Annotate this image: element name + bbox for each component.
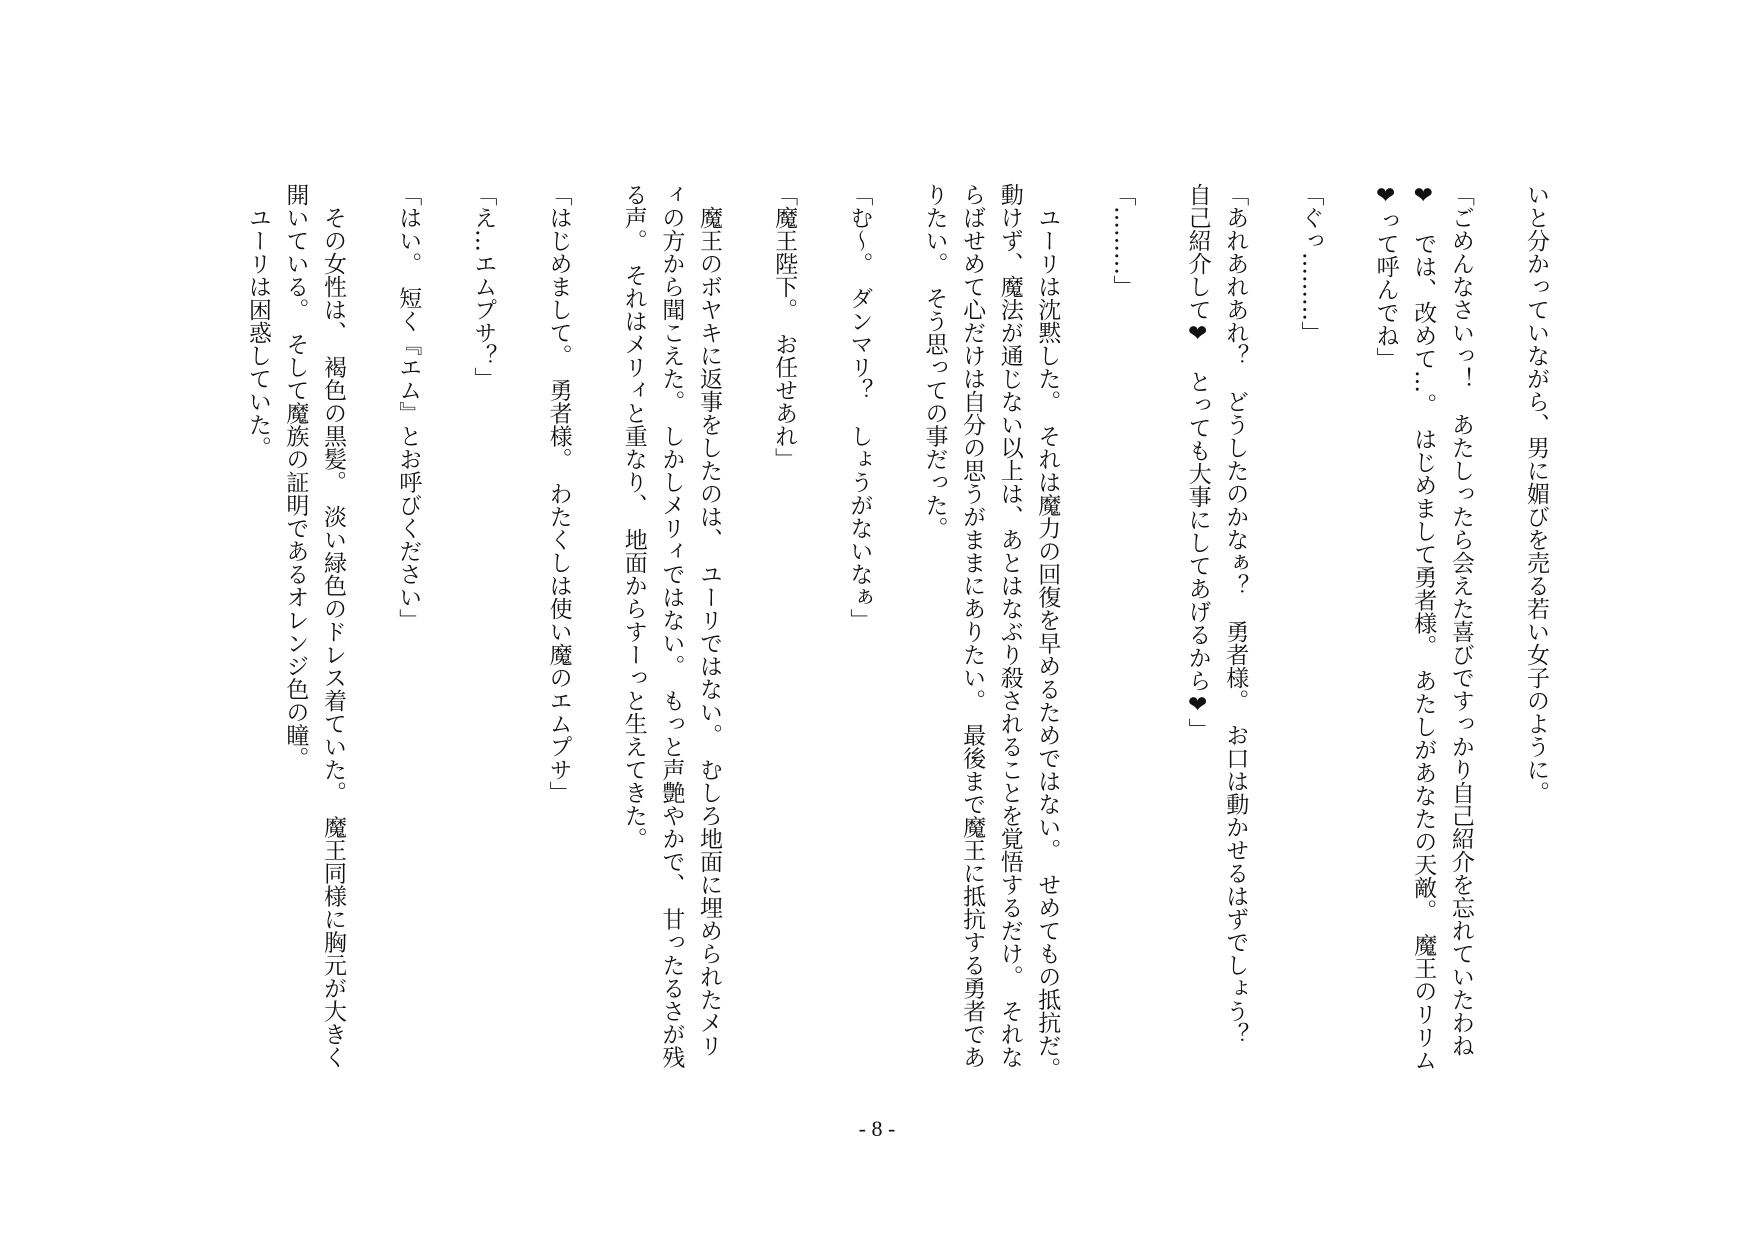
- paragraph: 「む〜。 ダンマリ？ しょうがないなぁ」: [846, 183, 873, 632]
- paragraph: 「あれあれあれ？ どうしたのかなぁ？ 勇者様。 お口は動かせるはずでしょう？ 自己紹介して❤ とっても大事にしてあげるから❤」: [1184, 183, 1249, 1069]
- vertical-body-text: [214, 183, 1554, 1092]
- paragraph: 「………」: [1109, 183, 1136, 298]
- paragraph: ユーリは困惑していた。: [244, 183, 271, 459]
- paragraph: 「はい。 短く『エム』とお呼びください」: [395, 183, 422, 632]
- paragraph: その女性は、 褐色の黒髪。 淡い緑色のドレス着ていた。 魔王同様に胸元が大きく開いている。 そして魔族の証明であるオレンジ色の瞳。: [282, 183, 346, 1069]
- paragraph: いと分かっていながら、男に媚びを売る若い女子のように。: [1523, 183, 1549, 804]
- paragraph: 「ぐっ………」: [1297, 183, 1324, 344]
- paragraph: 「ごめんなさいっ！ あたしったら会えた喜びですっかり自己紹介を忘れていたわね❤ では、改めて…。 はじめまして勇者様。 あたしがあなたの天敵。 魔王のリリム❤って呼んでね」: [1372, 183, 1474, 1072]
- page-number: - 8 -: [858, 1116, 896, 1141]
- paragraph: 「魔王陛下。 お任せあれ」: [771, 183, 798, 471]
- paragraph: ユーリは沈黙した。 それは魔力の回復を早めるためではない。 せめてもの抵抗だ。 動けず、魔法が通じない以上は、あとはなぶり殺されることを覚悟するだけ。 それならばせめて心だけは自分の思うがままにありたい。 最後まで魔王に抵抗する勇者でありたい。 そう思っての事だった。: [921, 183, 1061, 1092]
- paragraph: 「え…エムプサ？」: [470, 183, 497, 390]
- paragraph: 魔王のボヤキに返事をしたのは、 ユーリではない。 むしろ地面に埋められたメリィの方から聞こえた。 しかしメリィではない。 もっと声艶やかで、 甘ったるさが残る声。 それはメリィと重なり、 地面からすーっと生えてきた。: [620, 183, 722, 1069]
- paragraph: 「はじめまして。 勇者様。 わたくしは使い魔のエムプサ」: [545, 183, 572, 804]
